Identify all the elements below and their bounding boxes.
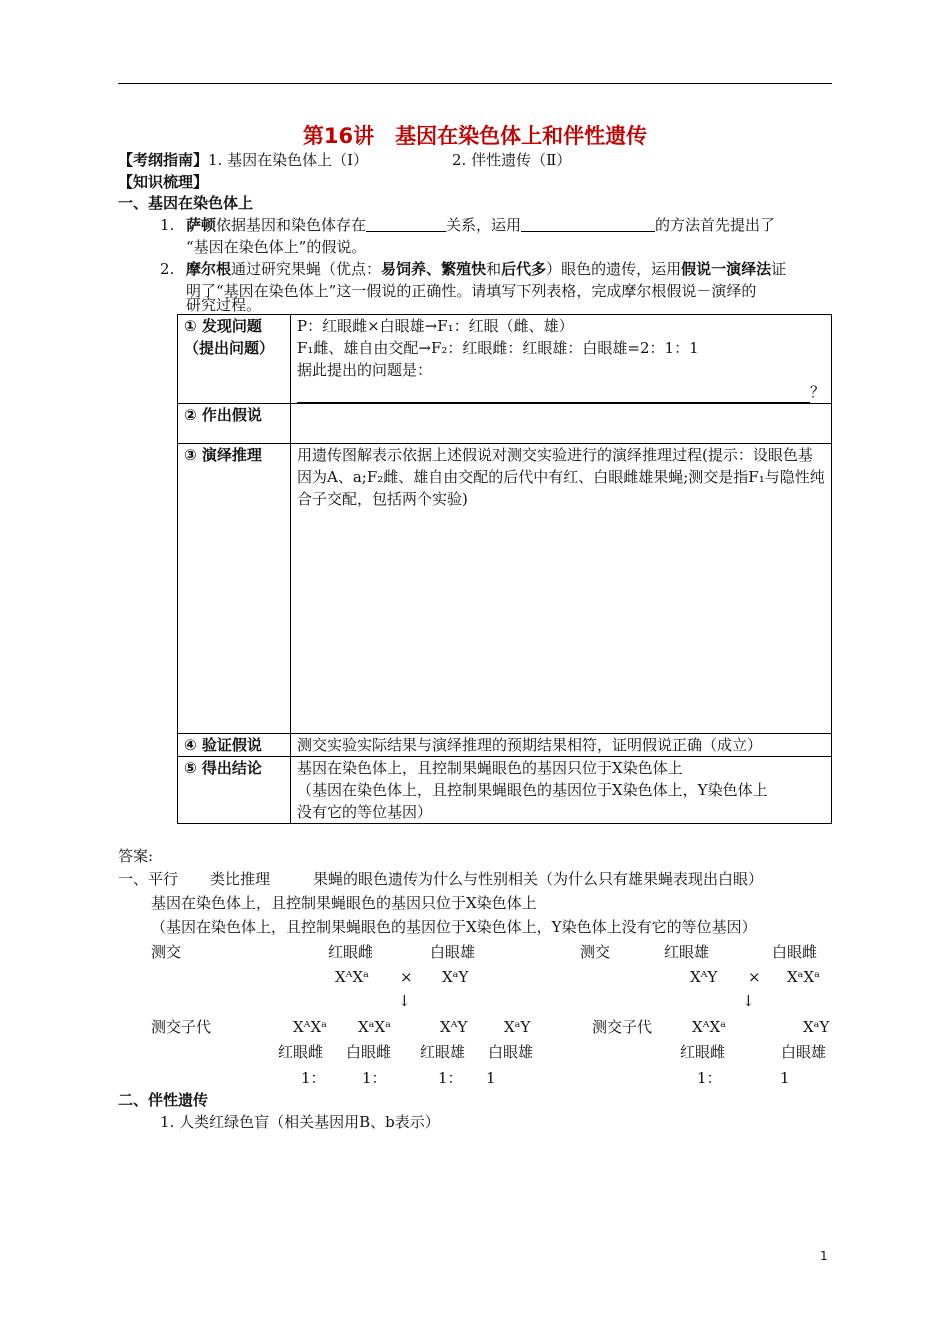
table-row (178, 734, 832, 757)
cross1-ratio-1: 1： (301, 1069, 326, 1087)
conclusion-line-3: 没有它的等位基因） (297, 803, 433, 821)
exam-guide (118, 149, 368, 171)
cross1-ratio-4: 1 (486, 1069, 496, 1087)
answers-label: 答案: (118, 847, 154, 865)
advantage-1: 易饲养 (381, 260, 427, 278)
hypothesis-deduction-table (177, 314, 832, 824)
scientist-sutton: 萨顿 (186, 216, 217, 234)
cross1-phenotype-4: 白眼雄 (488, 1043, 534, 1061)
cross2-offspring-2: XᵃY (803, 1018, 830, 1036)
paragraph-1-text-a: 依据基因和染色体存在 (216, 216, 367, 234)
problem-content (291, 315, 832, 404)
section-2-item-1: 1. 人类红绿色盲（相关基因用B、b表示） (160, 1113, 440, 1131)
advantage-2: 繁殖快 (441, 260, 487, 278)
cross2-ratio-1: 1： (697, 1069, 722, 1087)
cross2-arrow: ↓ (742, 992, 755, 1010)
section-1-heading: 一、基因在染色体上 (118, 194, 254, 212)
paragraph-2-text-a: 通过研究果蝇（优点： (231, 260, 382, 278)
guide-label: 【考纲指南】 (118, 151, 209, 169)
paragraph-2-line-2: 明了“基因在染色体上”这一假说的正确性。请填写下列表格，完成摩尔根假说－演绎的 (186, 282, 757, 300)
cross-f2-line: F₁雌、雄自由交配→F₂：红眼雌：红眼雄：白眼雄=2：1：1 (297, 339, 699, 357)
stage-hypothesis: ② 作出假说 (178, 404, 291, 444)
separator-2: 和 (486, 260, 502, 278)
cross1-phenotype-2: 白眼雌 (346, 1043, 392, 1061)
cross2-label: 测交 (580, 943, 611, 961)
paragraph-1-text-b: 关系，运用 (446, 216, 522, 234)
table-row (178, 757, 832, 824)
advantage-3: 后代多 (501, 260, 547, 278)
cross2-genotype-female: XᵃXᵃ (787, 968, 820, 986)
verification-content: 测交实验实际结果与演绎推理的预期结果相符，证明假说正确（成立） (291, 734, 832, 757)
header-rule (118, 83, 832, 84)
conclusion-content (291, 757, 832, 824)
cross1-offspring-2: XᵃXᵃ (358, 1018, 391, 1036)
table-row (178, 444, 832, 734)
stage-sublabel: （提出问题） (184, 339, 275, 357)
paragraph-1-text-c: 的方法首先提出了 (655, 216, 776, 234)
cross-p-line: P：红眼雌×白眼雄→F₁：红眼（雌、雄） (297, 317, 574, 335)
cross1-ratio-3: 1： (438, 1069, 463, 1087)
cross1-parent-male: 白眼雄 (430, 943, 476, 961)
conclusion-line-1: 基因在染色体上，且控制果蝇眼色的基因只位于X染色体上 (297, 759, 683, 777)
cross1-phenotype-1: 红眼雌 (278, 1043, 324, 1061)
blank-method[interactable] (521, 215, 655, 232)
cross2-offspring-label: 测交子代 (592, 1018, 653, 1036)
paragraph-2-text-b: ）眼色的遗传，运用 (546, 260, 682, 278)
cross1-offspring-1: XᴬXᵃ (293, 1018, 327, 1036)
cross1-offspring-label: 测交子代 (151, 1018, 212, 1036)
cross2-genotype-male: XᴬY (690, 968, 718, 986)
cross1-label: 测交 (151, 943, 182, 961)
scientist-morgan: 摩尔根 (186, 260, 232, 278)
answer-1-c: 果蝇的眼色遗传为什么与性别相关（为什么只有雄果蝇表现出白眼） (313, 870, 764, 888)
conclusion-line-2: （基因在染色体上，且控制果蝇眼色的基因位于X染色体上，Y染色体上 (297, 781, 768, 799)
cross1-arrow: ↓ (398, 992, 411, 1010)
cross2-ratio-2: 1 (780, 1069, 790, 1087)
guide-item-2: 2. 伴性遗传（Ⅱ） (452, 151, 572, 169)
stage-discover-problem (178, 315, 291, 404)
cross2-parent-female: 白眼雌 (772, 943, 818, 961)
hypothesis-answer-cell[interactable] (291, 404, 832, 444)
paragraph-1 (186, 214, 775, 236)
cross2-times: × (748, 968, 761, 986)
paragraph-2 (186, 258, 786, 280)
cross1-parent-female: 红眼雌 (328, 943, 374, 961)
blank-relation[interactable] (366, 215, 446, 232)
cross2-parent-male: 红眼雄 (664, 943, 710, 961)
deduction-content[interactable]: 用遗传图解表示依据上述假说对测交实验进行的演绎推理过程(提示：设眼色基因为A、a;F₂雌、雄自由交配的后代中有红、白眼雌雄果蝇;测交是指F₁与隐性纯合子交配，包括两个实验) (291, 444, 832, 734)
cross1-times: × (400, 968, 413, 986)
stage-label: ① 发现问题 (184, 317, 262, 335)
method-name: 假说一演绎法 (681, 260, 772, 278)
answer-1-b: 类比推理 (210, 870, 271, 888)
cross1-genotype-male: XᵃY (442, 968, 469, 986)
cross1-ratio-2: 1： (362, 1069, 387, 1087)
answer-line-2: 基因在染色体上，且控制果蝇眼色的基因只位于X染色体上 (151, 894, 537, 912)
paragraph-2-text-c: 证 (771, 260, 787, 278)
question-mark: ？ (809, 383, 825, 401)
stage-verification: ④ 验证假说 (178, 734, 291, 757)
stage-conclusion: ⑤ 得出结论 (178, 757, 291, 824)
question-prompt: 据此提出的问题是： (297, 361, 433, 379)
knowledge-label: 【知识梳理】 (118, 173, 209, 191)
stage-deduction: ③ 演绎推理 (178, 444, 291, 734)
cross2-offspring-1: XᴬXᵃ (692, 1018, 726, 1036)
cross1-phenotype-3: 红眼雄 (420, 1043, 466, 1061)
section-2-heading: 二、伴性遗传 (118, 1091, 209, 1109)
paragraph-1-line-2: “基因在染色体上”的假说。 (186, 238, 367, 256)
cross1-offspring-4: XᵃY (504, 1018, 531, 1036)
answer-1-a: 一、平行 (118, 870, 179, 888)
page-title: 第16讲 基因在染色体上和伴性遗传 (302, 124, 648, 148)
guide-item-1: 1. 基因在染色体上（Ⅰ） (208, 151, 369, 169)
question-answer-line[interactable] (297, 381, 825, 403)
page-number: 1 (820, 1249, 828, 1263)
cross2-phenotype-1: 红眼雌 (680, 1043, 726, 1061)
table-row (178, 315, 832, 404)
answer-line-3: （基因在染色体上，且控制果蝇眼色的基因位于X染色体上，Y染色体上没有它的等位基因） (151, 918, 757, 936)
cross1-offspring-3: XᴬY (440, 1018, 468, 1036)
cross1-genotype-female: XᴬXᵃ (335, 968, 369, 986)
paragraph-2-line-3: 研究过程。 (186, 296, 262, 314)
paragraph-2-num: 2. (160, 260, 175, 278)
table-row (178, 404, 832, 444)
separator-1: 、 (426, 260, 442, 278)
cross2-phenotype-2: 白眼雄 (781, 1043, 827, 1061)
paragraph-1-num: 1. (160, 216, 175, 234)
